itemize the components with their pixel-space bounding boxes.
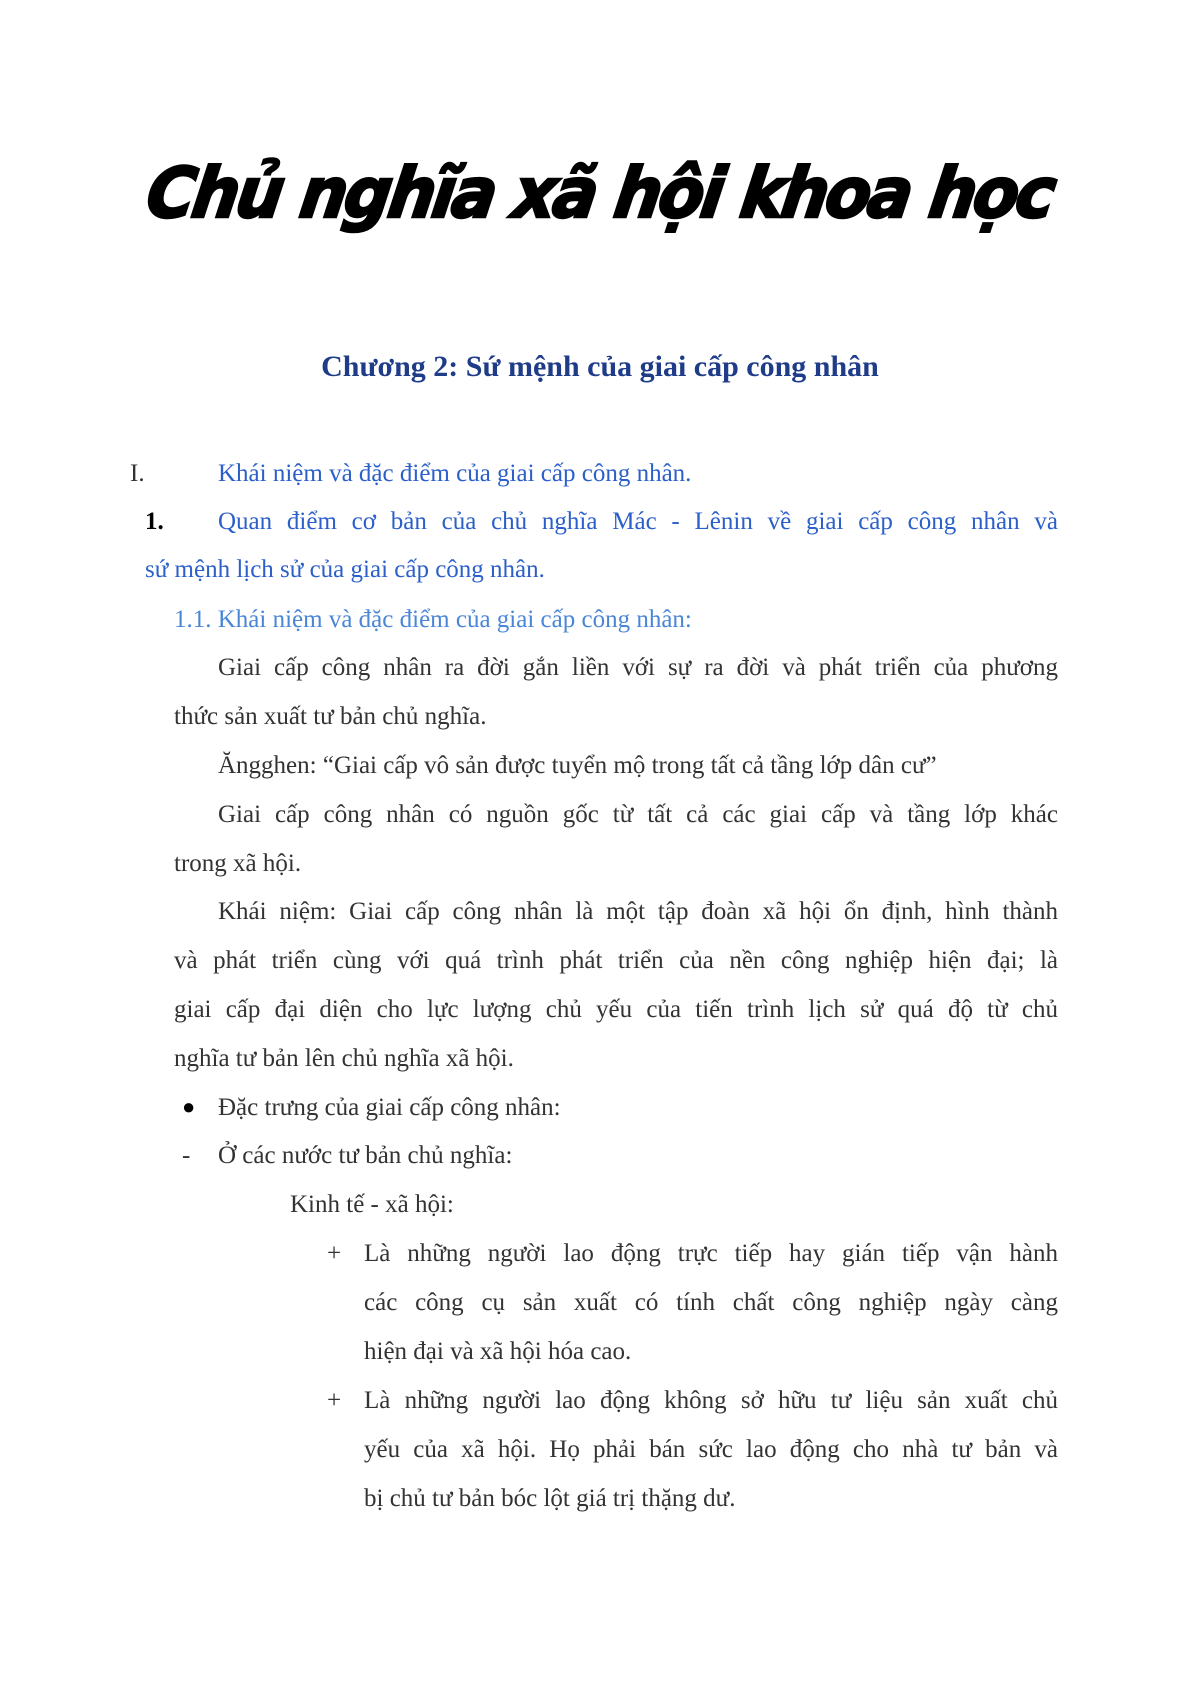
plus-2-marker: + (327, 1387, 342, 1414)
chapter-heading: Chương 2: Sứ mệnh của giai cấp công nhân (321, 350, 879, 383)
plus-2-line1: Là những người lao động không sở hữu tư liệu sản xuất chủ (364, 1387, 1058, 1414)
section-1-marker: 1. (145, 508, 164, 535)
sub-heading: Kinh tế - xã hội: (290, 1191, 454, 1218)
plus-1-line1: Là những người lao động trực tiếp hay gián tiếp vận hành (364, 1240, 1058, 1267)
plus-2-line2: yếu của xã hội. Họ phải bán sức lao động cho nhà tư bản và (364, 1436, 1058, 1463)
paragraph-2: Ăngghen: “Giai cấp vô sản được tuyển mộ trong tất cả tầng lớp dân cư” (218, 752, 937, 779)
plus-1-line3: hiện đại và xã hội hóa cao. (364, 1338, 632, 1365)
paragraph-4-line2: và phát triển cùng với quá trình phát triển của nền công nghiệp hiện đại; là (174, 947, 1058, 974)
plus-2-line3: bị chủ tư bản bóc lột giá trị thặng dư. (364, 1485, 736, 1512)
paragraph-3-line2: trong xã hội. (174, 850, 302, 877)
paragraph-4-line1: Khái niệm: Giai cấp công nhân là một tập đoàn xã hội ổn định, hình thành (218, 898, 1058, 925)
plus-1-line2: các công cụ sản xuất có tính chất công nghiệp ngày càng (364, 1289, 1058, 1316)
section-I-marker: I. (130, 460, 145, 487)
paragraph-1-line2: thức sản xuất tư bản chủ nghĩa. (174, 703, 487, 730)
plus-1-marker: + (327, 1240, 342, 1267)
section-1-1-heading: 1.1. Khái niệm và đặc điểm của giai cấp công nhân: (174, 606, 692, 633)
paragraph-3-line1: Giai cấp công nhân có nguồn gốc từ tất cả các giai cấp và tầng lớp khác (218, 801, 1058, 828)
document-title: Chủ nghĩa xã hội khoa học (141, 153, 1059, 234)
dash-marker: - (182, 1142, 191, 1169)
dash-text: Ở các nước tư bản chủ nghĩa: (218, 1142, 513, 1169)
paragraph-4-line3: giai cấp đại diện cho lực lượng chủ yếu của tiến trình lịch sử quá độ từ chủ (174, 996, 1058, 1023)
bullet-marker: ● (182, 1094, 196, 1119)
section-I-heading: Khái niệm và đặc điểm của giai cấp công nhân. (218, 460, 692, 487)
section-1-heading-line1: Quan điểm cơ bản của chủ nghĩa Mác - Lênin về giai cấp công nhân và (218, 508, 1058, 535)
paragraph-1-line1: Giai cấp công nhân ra đời gắn liền với sự ra đời và phát triển của phương (218, 654, 1058, 681)
bullet-text: Đặc trưng của giai cấp công nhân: (218, 1094, 561, 1121)
section-1-heading-line2: sứ mệnh lịch sử của giai cấp công nhân. (145, 556, 545, 583)
paragraph-4-line4: nghĩa tư bản lên chủ nghĩa xã hội. (174, 1045, 514, 1072)
